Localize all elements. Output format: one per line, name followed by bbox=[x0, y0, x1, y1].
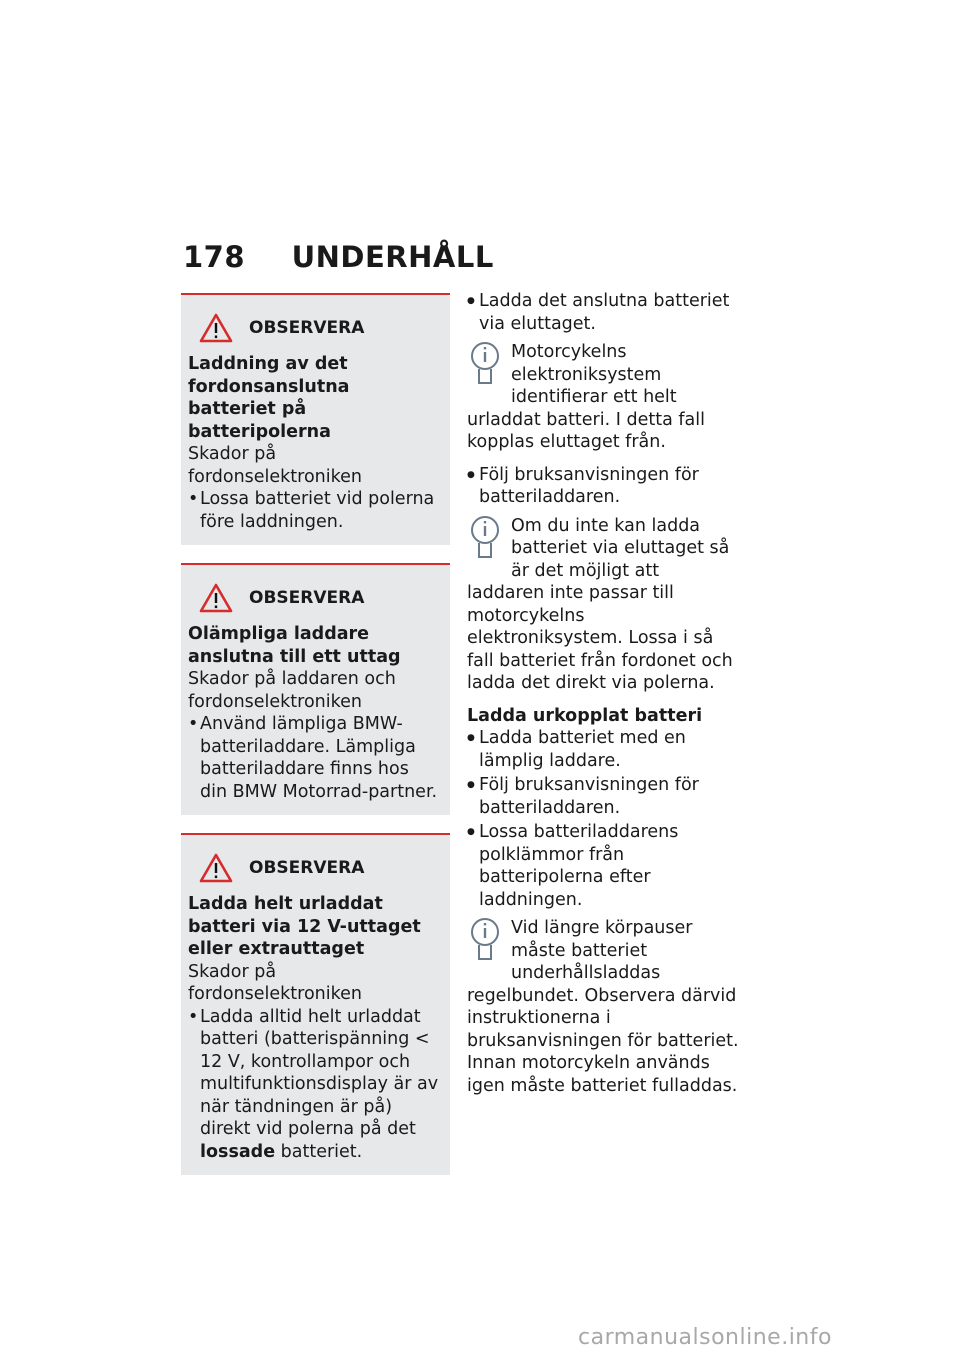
left-column bbox=[181, 293, 450, 1193]
section-heading: Ladda urkopplat batteri bbox=[467, 705, 703, 726]
list-item: ● Följ bruksanvisningen för batteriladdaren. bbox=[467, 774, 739, 819]
info-note-2 bbox=[467, 515, 739, 695]
warning-heading: Ladda helt urladdat batteri via 12 V-uttaget eller extrauttaget bbox=[188, 894, 421, 959]
warning-bullet: • Lossa batteriet vid polerna före laddningen. bbox=[188, 488, 440, 533]
list-item: ● Ladda batteriet med en lämplig laddare. bbox=[467, 727, 739, 772]
info-text: Om du inte kan ladda batteriet via eluttaget så är det möjligt att laddaren inte passar till motorcykelns elektroniksystem. Lossa i så fall batteriet från fordonet och ladda det direkt via polerna. bbox=[467, 515, 733, 693]
info-icon bbox=[467, 917, 503, 963]
warning-triangle-icon bbox=[199, 583, 233, 613]
warning-title: OBSERVERA bbox=[249, 317, 365, 338]
chapter-title: UNDERHÅLL bbox=[291, 240, 494, 274]
info-icon bbox=[467, 515, 503, 561]
bullet-text: Ladda alltid helt urladdat batteri (batterispänning < 12 V, kontrollampor och multifunktionsdisplay är av när tändningen är på) direkt vid polerna på det bbox=[200, 1006, 439, 1139]
warning-box-3 bbox=[181, 833, 450, 1175]
info-text: Vid längre körpauser måste batteriet underhållsladdas regelbundet. Observera därvid instruktionerna i bruksanvisningen för batteriet. Innan motorcykeln används igen måste batteriet fulladdas. bbox=[467, 918, 739, 1096]
page-number: 178 bbox=[183, 240, 246, 274]
list-item: ● Följ bruksanvisningen för batteriladdaren. bbox=[467, 464, 739, 509]
warning-box-2 bbox=[181, 563, 450, 815]
info-note-1 bbox=[467, 341, 739, 454]
warning-title: OBSERVERA bbox=[249, 587, 365, 608]
page-header bbox=[183, 240, 494, 274]
right-column bbox=[467, 290, 739, 1107]
warning-header bbox=[188, 583, 440, 613]
warning-title: OBSERVERA bbox=[249, 857, 365, 878]
warning-bullet bbox=[188, 1006, 440, 1164]
warning-body: Skador på fordonselektroniken bbox=[188, 961, 363, 1004]
info-icon bbox=[467, 341, 503, 387]
warning-triangle-icon bbox=[199, 853, 233, 883]
bullet-text-end: batteriet. bbox=[280, 1141, 363, 1162]
warning-box-1 bbox=[181, 293, 450, 545]
warning-header bbox=[188, 313, 440, 343]
warning-triangle-icon bbox=[199, 313, 233, 343]
list-item: ● Ladda det anslutna batteriet via eluttaget. bbox=[467, 290, 739, 335]
info-note-3 bbox=[467, 917, 739, 1097]
bullet-bold-text: lossade bbox=[200, 1141, 276, 1162]
warning-header bbox=[188, 853, 440, 883]
info-text: Motorcykelns elektroniksystem identifierar ett helt urladdat batteri. I detta fall kopplas eluttaget från. bbox=[467, 342, 705, 452]
warning-bullet: • Använd lämpliga BMW-batteriladdare. Lämpliga batteriladdare finns hos din BMW Motorrad-partner. bbox=[188, 713, 440, 803]
watermark: carmanualsonline.info bbox=[578, 1325, 832, 1350]
list-item: ● Lossa batteriladdarens polklämmor från batteripolerna efter laddningen. bbox=[467, 821, 739, 911]
warning-body: Skador på laddaren och fordonselektroniken bbox=[188, 669, 396, 712]
warning-body: Skador på fordonselektroniken bbox=[188, 444, 363, 487]
warning-heading: Laddning av det fordonsanslutna batteriet på batteripolerna bbox=[188, 354, 350, 442]
warning-heading: Olämpliga laddare anslutna till ett uttag bbox=[188, 624, 401, 667]
